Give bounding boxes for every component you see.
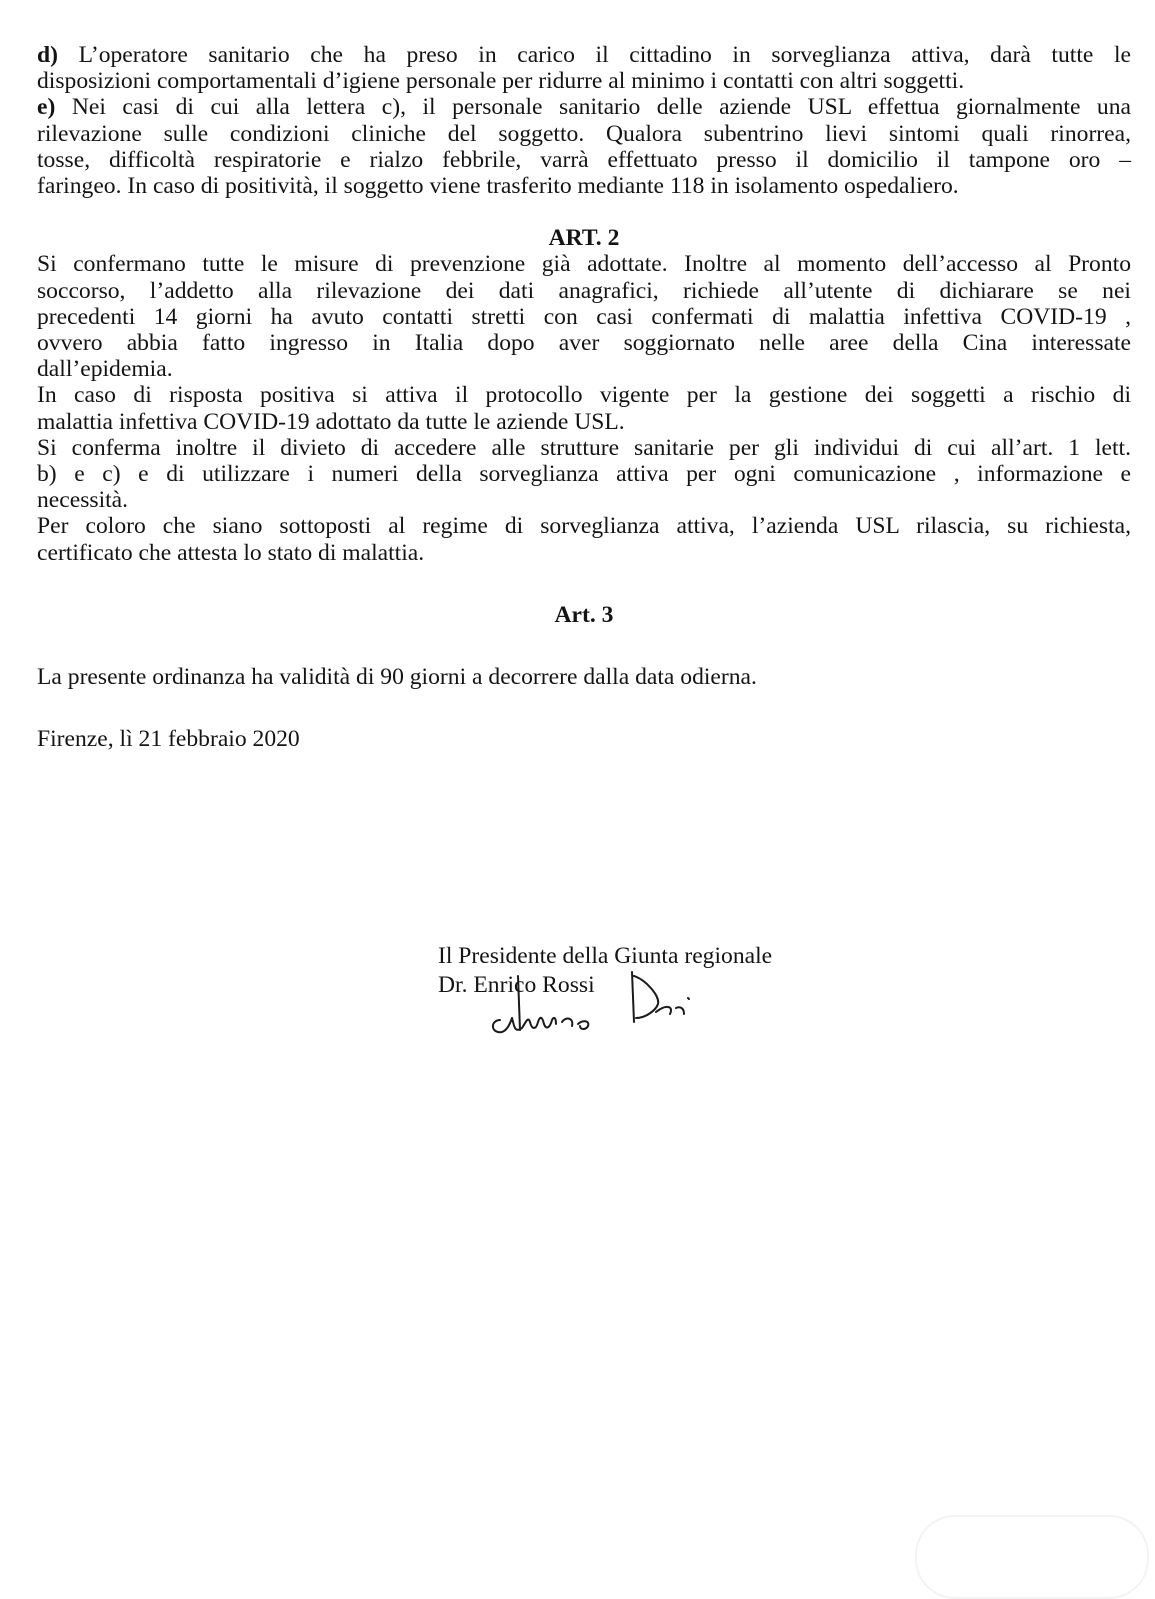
item-d-line-2: disposizioni comportamentali d’igiene personale per ridurre al minimo i contatti con altri soggetti. xyxy=(37,68,965,95)
handwritten-signature-icon xyxy=(470,968,730,1048)
art2-paragraph-4 xyxy=(37,513,1131,565)
item-e-line-1: Nei casi di cui alla lettera c), il personale sanitario delle aziende USL effettua giornalmente una xyxy=(55,94,1131,121)
art2-p3-line-3: necessità. xyxy=(37,487,129,514)
art2-p4-line-2: certificato che attesta lo stato di malattia. xyxy=(37,539,425,566)
item-e xyxy=(37,94,1131,199)
art2-paragraph-1 xyxy=(37,251,1131,382)
item-d-line-1: L’operatore sanitario che ha preso in carico il cittadino in sorveglianza attiva, darà tutte le xyxy=(57,42,1131,68)
art2-p1-line-3: precedenti 14 giorni ha avuto contatti stretti con casi confermati di malattia infettiva COVID-19 , xyxy=(37,303,1131,330)
art2-p1-line-4: ovvero abbia fatto ingresso in Italia dopo aver soggiornato nelle aree della Cina interessate xyxy=(37,330,1131,357)
signatory-name: Dr. Enrico Rossi xyxy=(438,972,595,998)
art2-p3-line-2: b) e c) e di utilizzare i numeri della sorveglianza attiva per ogni comunicazione , informazione e xyxy=(37,461,1131,488)
art2-paragraph-2 xyxy=(37,382,1131,434)
art2-p2-line-1: In caso di risposta positiva si attiva il protocollo vigente per la gestione dei soggetti a rischio di xyxy=(37,382,1131,409)
bottom-overlay-shape xyxy=(915,1515,1149,1599)
signatory-title: Il Presidente della Giunta regionale xyxy=(438,943,773,969)
art3-heading: Art. 3 xyxy=(554,601,614,628)
item-d-marker: d) xyxy=(37,42,58,68)
signature-stroke-first-name xyxy=(493,976,588,1032)
item-e-line-3: tosse, difficoltà respiratorie e rialzo febbrile, varrà effettuato presso il domicilio il tampone oro – xyxy=(37,146,1131,173)
art2-p1-line-5: dall’epidemia. xyxy=(37,356,173,383)
art3-body: La presente ordinanza ha validità di 90 giorni a decorrere dalla data odierna. xyxy=(37,664,757,691)
item-e-marker: e) xyxy=(37,94,56,121)
art2-paragraph-3 xyxy=(37,435,1131,514)
item-d xyxy=(37,42,1131,94)
art2-p1-line-2: soccorso, l’addetto alla rilevazione dei dati anagrafici, richiede all’utente di dichiarare se nei xyxy=(37,277,1131,304)
art2-p4-line-1: Per coloro che siano sottoposti al regime di sorveglianza attiva, l’azienda USL rilascia, su richiesta, xyxy=(37,513,1131,540)
signature-stroke-last-name xyxy=(632,972,689,1022)
art2-p3-line-1: Si conferma inoltre il divieto di accedere alle strutture sanitarie per gli individui di cui all’art. 1 lett. xyxy=(37,434,1131,461)
art2-heading: ART. 2 xyxy=(548,225,620,252)
document-page xyxy=(37,42,1131,752)
item-e-line-2: rilevazione sulle condizioni cliniche del soggetto. Qualora subentrino lievi sintomi quali rinorrea, xyxy=(37,120,1131,147)
place-date: Firenze, lì 21 febbraio 2020 xyxy=(37,726,300,753)
art2-p2-line-2: malattia infettiva COVID-19 adottato da tutte le aziende USL. xyxy=(37,408,625,435)
item-e-line-4: faringeo. In caso di positività, il soggetto viene trasferito mediante 118 in isolamento ospedaliero. xyxy=(37,173,959,200)
art2-p1-line-1: Si confermano tutte le misure di prevenzione già adottate. Inoltre al momento dell’accesso al Pronto xyxy=(37,251,1131,278)
